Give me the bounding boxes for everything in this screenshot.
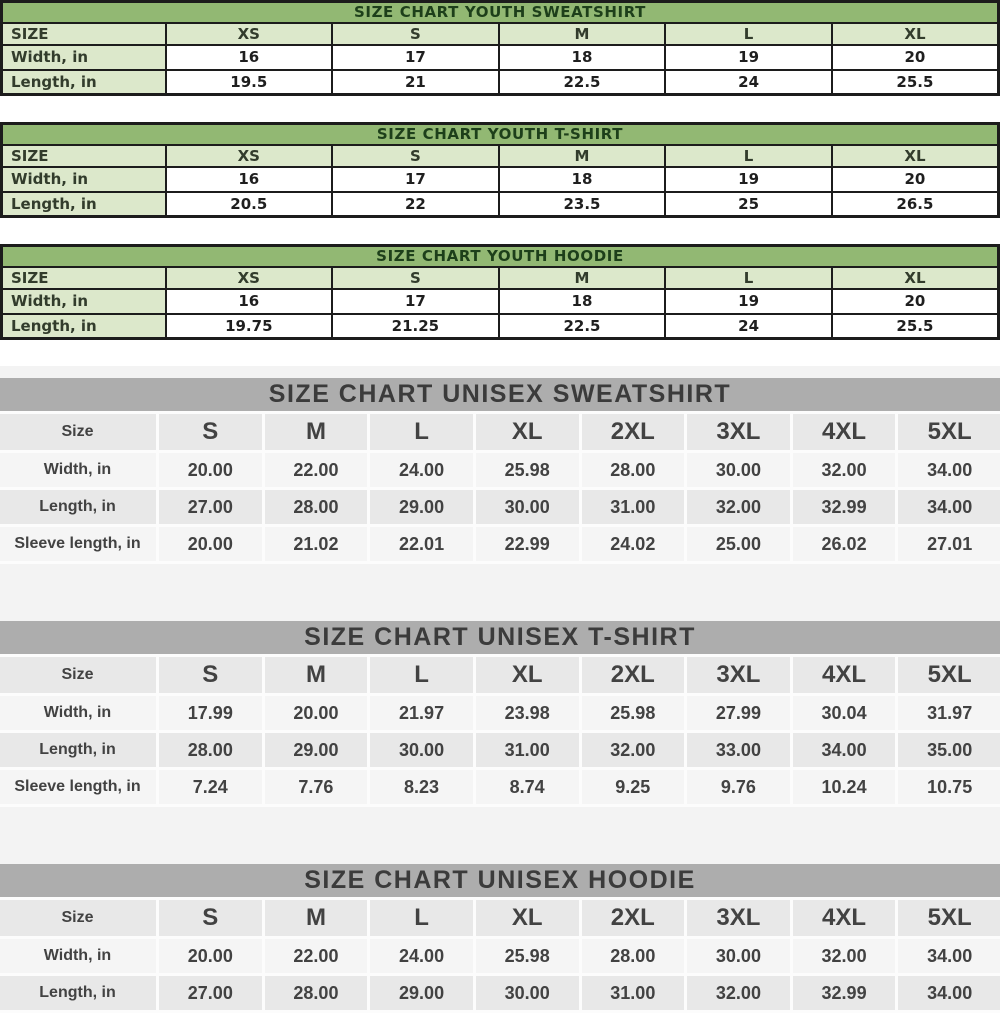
cell-value: 30.00 xyxy=(370,733,473,767)
cell-value: 30.00 xyxy=(476,976,579,1010)
size-table xyxy=(0,0,1000,96)
cell-value: 19 xyxy=(665,167,832,192)
row-label: Length, in xyxy=(2,314,166,339)
column-header: XL xyxy=(832,145,999,167)
cell-value: 16 xyxy=(166,45,333,70)
cell-value: 22.00 xyxy=(265,453,368,487)
column-header: 2XL xyxy=(582,657,685,693)
cell-value: 33.00 xyxy=(687,733,790,767)
table-row xyxy=(0,939,1000,973)
row-label: Sleeve length, in xyxy=(0,770,156,804)
cell-value: 22.01 xyxy=(370,527,473,561)
cell-value: 10.24 xyxy=(793,770,896,804)
cell-value: 32.00 xyxy=(582,733,685,767)
cell-value: 22 xyxy=(332,192,499,217)
cell-value: 16 xyxy=(166,167,333,192)
row-label: Length, in xyxy=(0,733,156,767)
cell-value: 20 xyxy=(832,289,999,314)
cell-value: 29.00 xyxy=(265,733,368,767)
youth-sweatshirt-chart xyxy=(0,0,1000,96)
cell-value: 26.5 xyxy=(832,192,999,217)
column-header: L xyxy=(665,23,832,45)
table-title: SIZE CHART UNISEX HOODIE xyxy=(0,864,1000,897)
header-row xyxy=(2,267,999,289)
column-header: 4XL xyxy=(793,657,896,693)
row-label: Width, in xyxy=(0,939,156,973)
corner-header: SIZE xyxy=(2,267,166,289)
column-header: XL xyxy=(476,657,579,693)
title-row xyxy=(2,246,999,267)
cell-value: 32.99 xyxy=(793,490,896,524)
column-header: S xyxy=(332,267,499,289)
table-row xyxy=(2,45,999,70)
cell-value: 24.00 xyxy=(370,453,473,487)
column-header: 5XL xyxy=(898,657,1000,693)
cell-value: 16 xyxy=(166,289,333,314)
row-label: Width, in xyxy=(0,453,156,487)
header-row xyxy=(2,145,999,167)
cell-value: 25.98 xyxy=(476,453,579,487)
cell-value: 29.00 xyxy=(370,490,473,524)
cell-value: 24.00 xyxy=(370,939,473,973)
column-header: L xyxy=(665,267,832,289)
cell-value: 23.5 xyxy=(499,192,666,217)
cell-value: 22.00 xyxy=(265,939,368,973)
corner-header: SIZE xyxy=(2,23,166,45)
cell-value: 34.00 xyxy=(898,490,1000,524)
table-row xyxy=(2,314,999,339)
cell-value: 30.00 xyxy=(687,939,790,973)
column-header: 4XL xyxy=(793,414,896,450)
cell-value: 31.00 xyxy=(476,733,579,767)
table-title: SIZE CHART YOUTH HOODIE xyxy=(2,246,999,267)
table-row xyxy=(0,453,1000,487)
column-header: XL xyxy=(476,414,579,450)
column-header: XS xyxy=(166,267,333,289)
unisex-hoodie-chart xyxy=(0,864,1000,1013)
row-label: Length, in xyxy=(0,976,156,1010)
cell-value: 18 xyxy=(499,45,666,70)
table-row xyxy=(2,289,999,314)
row-label: Width, in xyxy=(2,289,166,314)
column-header: M xyxy=(499,267,666,289)
size-table xyxy=(0,654,1000,807)
cell-value: 24 xyxy=(665,70,832,95)
cell-value: 20.00 xyxy=(159,527,262,561)
corner-header: Size xyxy=(0,900,156,936)
cell-value: 30.04 xyxy=(793,696,896,730)
cell-value: 25.98 xyxy=(476,939,579,973)
cell-value: 31.00 xyxy=(582,976,685,1010)
size-table xyxy=(0,411,1000,564)
table-row xyxy=(0,733,1000,767)
cell-value: 8.23 xyxy=(370,770,473,804)
youth-tshirt-chart xyxy=(0,122,1000,218)
column-header: L xyxy=(370,900,473,936)
cell-value: 20 xyxy=(832,45,999,70)
size-table xyxy=(0,244,1000,340)
corner-header: Size xyxy=(0,657,156,693)
table-row xyxy=(2,167,999,192)
row-label: Length, in xyxy=(2,192,166,217)
column-header: L xyxy=(370,414,473,450)
cell-value: 27.00 xyxy=(159,490,262,524)
column-header: 3XL xyxy=(687,414,790,450)
table-title: SIZE CHART YOUTH T-SHIRT xyxy=(2,124,999,145)
cell-value: 19.75 xyxy=(166,314,333,339)
column-header: 3XL xyxy=(687,900,790,936)
column-header: S xyxy=(159,414,262,450)
cell-value: 20 xyxy=(832,167,999,192)
cell-value: 18 xyxy=(499,167,666,192)
cell-value: 28.00 xyxy=(159,733,262,767)
column-header: 2XL xyxy=(582,414,685,450)
cell-value: 26.02 xyxy=(793,527,896,561)
cell-value: 22.5 xyxy=(499,314,666,339)
cell-value: 19 xyxy=(665,289,832,314)
title-row xyxy=(2,2,999,23)
cell-value: 30.00 xyxy=(687,453,790,487)
column-header: XS xyxy=(166,23,333,45)
cell-value: 35.00 xyxy=(898,733,1000,767)
title-row xyxy=(2,124,999,145)
table-row xyxy=(0,770,1000,804)
table-row xyxy=(2,70,999,95)
cell-value: 31.97 xyxy=(898,696,1000,730)
cell-value: 21.25 xyxy=(332,314,499,339)
column-header: L xyxy=(370,657,473,693)
cell-value: 31.00 xyxy=(582,490,685,524)
column-header: XS xyxy=(166,145,333,167)
row-label: Width, in xyxy=(0,696,156,730)
cell-value: 17 xyxy=(332,45,499,70)
table-title: SIZE CHART YOUTH SWEATSHIRT xyxy=(2,2,999,23)
row-label: Sleeve length, in xyxy=(0,527,156,561)
cell-value: 34.00 xyxy=(898,453,1000,487)
corner-header: SIZE xyxy=(2,145,166,167)
cell-value: 32.00 xyxy=(687,490,790,524)
cell-value: 24 xyxy=(665,314,832,339)
cell-value: 24.02 xyxy=(582,527,685,561)
cell-value: 28.00 xyxy=(582,939,685,973)
row-label: Width, in xyxy=(2,167,166,192)
table-row xyxy=(0,490,1000,524)
cell-value: 34.00 xyxy=(898,939,1000,973)
column-header: M xyxy=(265,414,368,450)
cell-value: 20.00 xyxy=(159,939,262,973)
column-header: S xyxy=(332,23,499,45)
cell-value: 7.24 xyxy=(159,770,262,804)
column-header: 5XL xyxy=(898,414,1000,450)
cell-value: 20.5 xyxy=(166,192,333,217)
header-row xyxy=(0,414,1000,450)
cell-value: 21 xyxy=(332,70,499,95)
column-header: 4XL xyxy=(793,900,896,936)
cell-value: 34.00 xyxy=(898,976,1000,1010)
cell-value: 34.00 xyxy=(793,733,896,767)
column-header: L xyxy=(665,145,832,167)
cell-value: 22.99 xyxy=(476,527,579,561)
cell-value: 17.99 xyxy=(159,696,262,730)
cell-value: 27.99 xyxy=(687,696,790,730)
column-header: XL xyxy=(832,23,999,45)
cell-value: 21.97 xyxy=(370,696,473,730)
table-title: SIZE CHART UNISEX SWEATSHIRT xyxy=(0,378,1000,411)
cell-value: 10.75 xyxy=(898,770,1000,804)
table-title: SIZE CHART UNISEX T-SHIRT xyxy=(0,621,1000,654)
cell-value: 30.00 xyxy=(476,490,579,524)
size-table xyxy=(0,897,1000,1013)
column-header: M xyxy=(265,657,368,693)
unisex-charts-section xyxy=(0,366,1000,1013)
column-header: 3XL xyxy=(687,657,790,693)
cell-value: 22.5 xyxy=(499,70,666,95)
cell-value: 20.00 xyxy=(265,696,368,730)
size-table xyxy=(0,122,1000,218)
cell-value: 27.00 xyxy=(159,976,262,1010)
column-header: M xyxy=(499,145,666,167)
table-row xyxy=(0,527,1000,561)
youth-charts-section xyxy=(0,0,1000,340)
cell-value: 28.00 xyxy=(265,490,368,524)
cell-value: 28.00 xyxy=(582,453,685,487)
table-row xyxy=(0,696,1000,730)
column-header: S xyxy=(332,145,499,167)
row-label: Length, in xyxy=(2,70,166,95)
unisex-tshirt-chart xyxy=(0,621,1000,807)
column-header: 5XL xyxy=(898,900,1000,936)
cell-value: 25 xyxy=(665,192,832,217)
column-header: 2XL xyxy=(582,900,685,936)
cell-value: 9.25 xyxy=(582,770,685,804)
cell-value: 25.00 xyxy=(687,527,790,561)
corner-header: Size xyxy=(0,414,156,450)
cell-value: 17 xyxy=(332,167,499,192)
cell-value: 28.00 xyxy=(265,976,368,1010)
cell-value: 23.98 xyxy=(476,696,579,730)
cell-value: 21.02 xyxy=(265,527,368,561)
cell-value: 27.01 xyxy=(898,527,1000,561)
cell-value: 19 xyxy=(665,45,832,70)
cell-value: 32.00 xyxy=(687,976,790,1010)
column-header: XL xyxy=(832,267,999,289)
row-label: Width, in xyxy=(2,45,166,70)
cell-value: 18 xyxy=(499,289,666,314)
unisex-sweatshirt-chart xyxy=(0,378,1000,564)
header-row xyxy=(2,23,999,45)
row-label: Length, in xyxy=(0,490,156,524)
cell-value: 7.76 xyxy=(265,770,368,804)
header-row xyxy=(0,657,1000,693)
header-row xyxy=(0,900,1000,936)
cell-value: 29.00 xyxy=(370,976,473,1010)
column-header: M xyxy=(499,23,666,45)
cell-value: 19.5 xyxy=(166,70,333,95)
cell-value: 32.00 xyxy=(793,939,896,973)
youth-hoodie-chart xyxy=(0,244,1000,340)
cell-value: 20.00 xyxy=(159,453,262,487)
cell-value: 9.76 xyxy=(687,770,790,804)
cell-value: 25.98 xyxy=(582,696,685,730)
cell-value: 32.00 xyxy=(793,453,896,487)
cell-value: 32.99 xyxy=(793,976,896,1010)
cell-value: 17 xyxy=(332,289,499,314)
column-header: M xyxy=(265,900,368,936)
column-header: XL xyxy=(476,900,579,936)
column-header: S xyxy=(159,657,262,693)
cell-value: 25.5 xyxy=(832,70,999,95)
cell-value: 25.5 xyxy=(832,314,999,339)
column-header: S xyxy=(159,900,262,936)
table-row xyxy=(0,976,1000,1010)
cell-value: 8.74 xyxy=(476,770,579,804)
table-row xyxy=(2,192,999,217)
